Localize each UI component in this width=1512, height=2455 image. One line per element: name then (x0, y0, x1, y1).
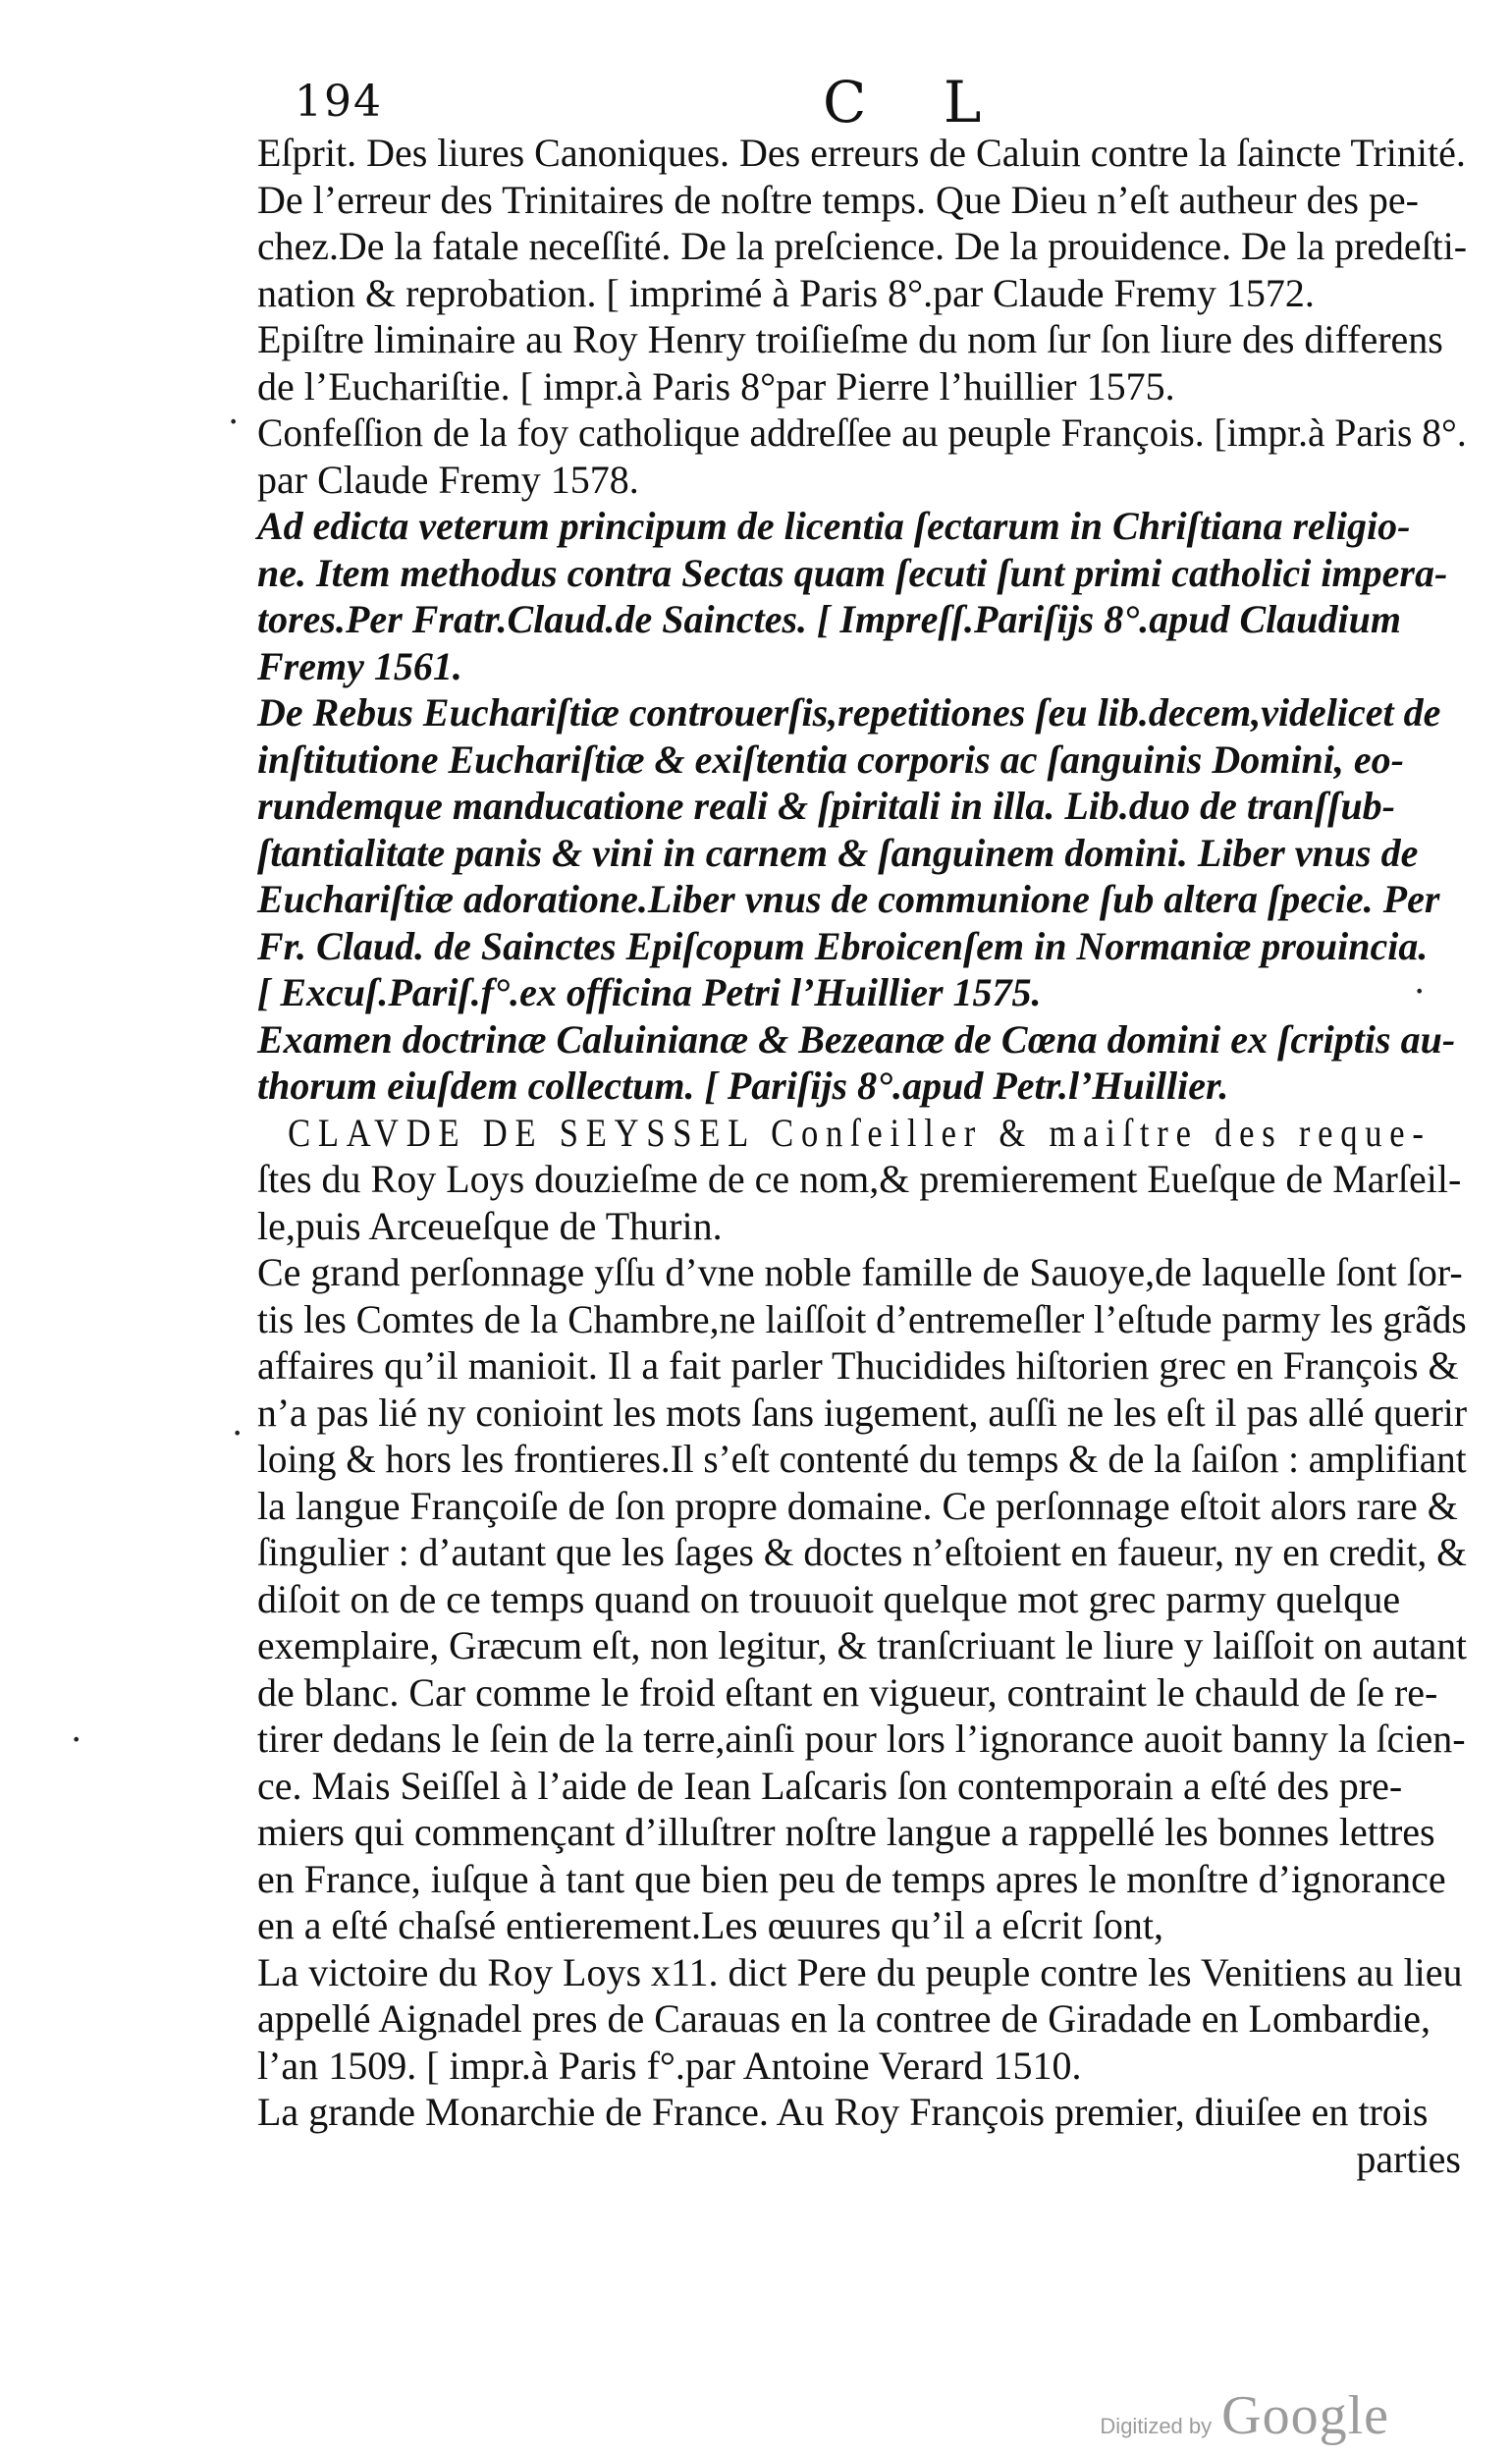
text-line: exemplaire, Græcum eſt, non legitur, & tranſcriuant le liure y laiſſoit on autant (257, 1623, 1468, 1667)
digitized-by-label: Digitized by (1100, 2414, 1213, 2438)
text-line: tores.Per Fratr.Claud.de Sainctes. [ Impreſſ.Pariſijs 8°.apud Claudium (257, 597, 1401, 641)
text-line: La grande Monarchie de France. Au Roy François premier, diuiſee en trois (257, 2090, 1429, 2134)
text-line: tirer dedans le ſein de la terre,ainſi pour lors l’ignorance auoit banny la ſcien- (257, 1717, 1466, 1761)
text-line: ſtes du Roy Loys douzieſme de ce nom,& premierement Eueſque de Marſeil- (257, 1157, 1462, 1201)
text-line: de blanc. Car comme le froid eſtant en vigueur, contraint le chauld de ſe re- (257, 1669, 1438, 1715)
text-line: la langue Françoiſe de ſon propre domaine. Ce perſonnage eſtoit alors rare & (257, 1483, 1458, 1528)
text-line: Examen doctrinæ Caluinianæ & Bezeanæ de Cœna domini ex ſcriptis au- (257, 1016, 1456, 1062)
text-line: De Rebus Euchariſtiæ controuerſis,repetitiones ſeu lib.decem,videlicet de (257, 690, 1441, 735)
text-line: ce. Mais Seiſſel à l’aide de Iean Laſcaris ſon contemporain a eſté des pre- (257, 1763, 1403, 1808)
text-line: Eſprit. Des liures Canoniques. Des erreurs de Caluin contre la ſaincte Trinité. (257, 131, 1466, 175)
text-line: Ce grand perſonnage yſſu d’vne noble famille de Sauoye,de laquelle ſont ſor- (257, 1250, 1463, 1294)
text-line: De l’erreur des Trinitaires de noſtre temps. Que Dieu n’eſt autheur des pe- (257, 177, 1419, 222)
text-line: Euchariſtiæ adoratione.Liber vnus de communione ſub altera ſpecie. Per (257, 877, 1440, 921)
text-line: inſtitutione Euchariſtiæ & exiſtentia corporis ac ſanguinis Domini, eo- (257, 736, 1404, 782)
margin-mark: · (1414, 972, 1426, 1012)
text-line: La victoire du Roy Loys x11. dict Pere du peuple contre les Venitiens au lieu (257, 1949, 1463, 1994)
text-line: nation & reprobation. [ imprimé à Paris 8°.par Claude Fremy 1572. (257, 270, 1315, 315)
text-line: loing & hors les frontieres.Il s’eſt contenté du temps & de la ſaiſon : amplifiant (257, 1437, 1467, 1481)
text-line: diſoit on de ce temps quand on trouuoit quelque mot grec parmy quelque (257, 1576, 1401, 1621)
text-line: le,puis Arceueſque de Thurin. (257, 1203, 723, 1248)
text-line: Epiſtre liminaire au Roy Henry troiſieſme du nom ſur ſon liure des differens (257, 317, 1443, 361)
text-line: rundemque manducatione reali & ſpiritali in illa. Lib.duo de tranſſub- (257, 784, 1396, 828)
text-line: en a eſté chaſsé entierement.Les œuures qu’il a eſcrit ſont, (257, 1903, 1163, 1947)
text-line: Fremy 1561. (257, 643, 462, 688)
text-line: ſingulier : d’autant que les ſages & doctes n’eſtoient en faueur, ny en credit, & (257, 1530, 1467, 1574)
text-line: par Claude Fremy 1578. (257, 457, 639, 502)
text-line: [ Excuſ.Pariſ.f°.ex officina Petri l’Huillier 1575. (257, 970, 1042, 1014)
margin-mark: · (232, 1414, 243, 1454)
running-head: C L (823, 69, 1011, 136)
text-line: ſtantialitate panis & vini in carnem & ſanguinem domini. Liber vnus de (257, 830, 1419, 875)
text-line: ne. Item methodus contra Sectas quam ſecuti ſunt primi catholici impera- (257, 550, 1448, 595)
text-line: en France, iuſque à tant que bien peu de temps apres le monſtre d’ignorance (257, 1856, 1446, 1901)
text-line: Fr. Claud. de Sainctes Epiſcopum Ebroicenſem in Normaniæ prouincia. (257, 923, 1429, 968)
margin-mark: · (228, 403, 240, 443)
text-line: l’an 1509. [ impr.à Paris f°.par Antoine Verard 1510. (257, 2043, 1082, 2088)
margin-mark: · (71, 1720, 82, 1761)
text-line: Ad edicta veterum principum de licentia ſectarum in Chriſtiana religio- (257, 504, 1411, 548)
text-line: Confeſſion de la foy catholique addreſſee au peuple François. [impr.à Paris 8°. (257, 410, 1467, 455)
text-line: n’a pas lié ny conioint les mots ſans iugement, auſſi ne les eſt il pas allé querir (257, 1390, 1468, 1435)
text-line: tis les Comtes de la Chambre,ne laiſſoit d’entremeſler l’eſtude parmy les grãds (257, 1296, 1467, 1341)
catchword: parties (1356, 2136, 1461, 2181)
text-line: chez.De la fatale neceſſité. De la preſcience. De la prouidence. De la predeſti- (257, 224, 1468, 268)
google-logo: Google (1221, 2385, 1389, 2446)
text-line: thorum eiuſdem collectum. [ Pariſijs 8°.apud Petr.l’Huillier. (257, 1064, 1229, 1108)
text-line: miers qui commençant d’illuſtrer noſtre langue a rappellé les bonnes lettres (257, 1810, 1435, 1854)
text-line: affaires qu’il manioit. Il a fait parler Thucidides hiſtorien grec en François & (257, 1343, 1459, 1388)
digitized-watermark (1100, 2384, 1389, 2447)
page-body (257, 130, 1467, 2182)
text-line: de l’Euchariſtie. [ impr.à Paris 8°par Pierre l’huillier 1575. (257, 363, 1175, 409)
page-number: 194 (295, 77, 383, 127)
text-line: appellé Aignadel pres de Carauas en la contree de Giradade en Lombardie, (257, 1996, 1431, 2041)
text-line: CLAVDE DE SEYSSEL Conſeiller & maiſtre des reque- (288, 1110, 1431, 1155)
